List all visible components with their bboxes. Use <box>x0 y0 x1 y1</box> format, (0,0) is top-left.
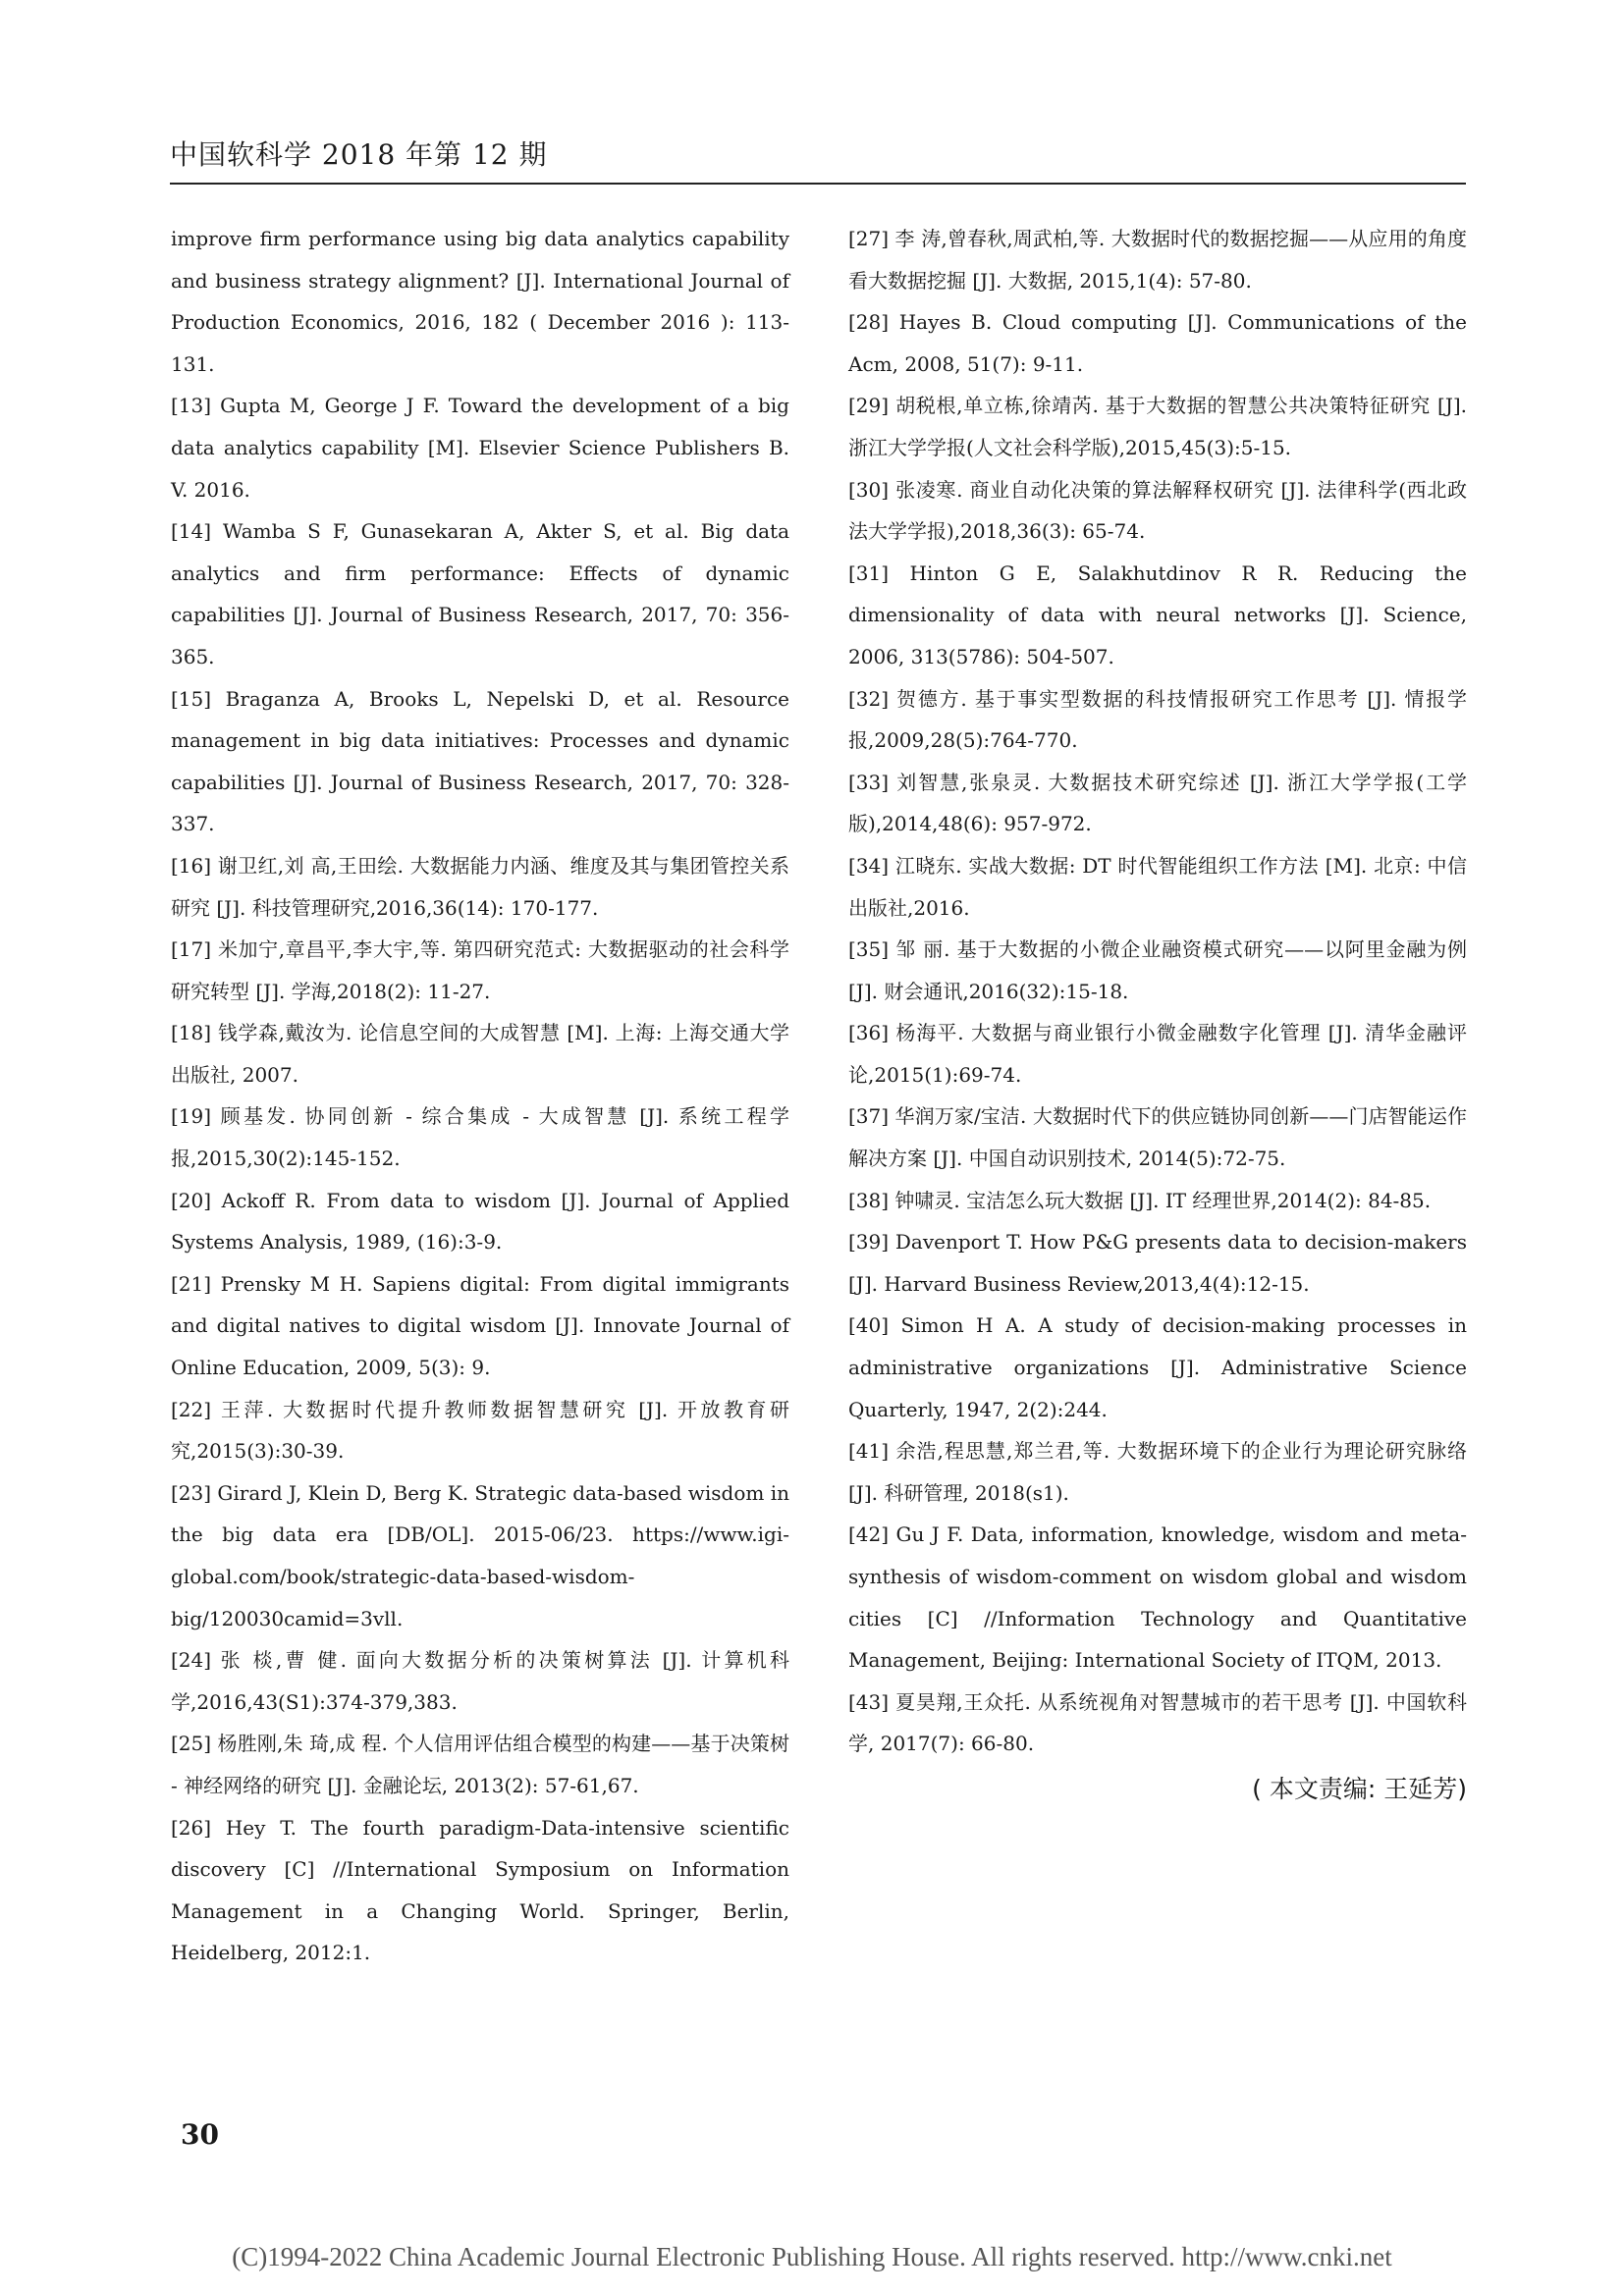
reference-item: [35] 邹 丽. 基于大数据的小微企业融资模式研究——以阿里金融为例 [J]. 财会通讯,2016(32):15-18. <box>848 937 1467 1003</box>
reference-item: [15] Braganza A, Brooks L, Nepelski D, et al. Resource management in big data initiatives: Processes and dynamic capabilities [J]. Journal of Business Research, 2017, 70: 328-337. <box>171 686 789 836</box>
reference-item: [17] 米加宁,章昌平,李大宇,等. 第四研究范式: 大数据驱动的社会科学研究转型 [J]. 学海,2018(2): 11-27. <box>171 937 789 1003</box>
journal-header: 中国软科学 2018 年第 12 期 <box>170 138 548 171</box>
reference-item: [29] 胡税根,单立栋,徐靖芮. 基于大数据的智慧公共决策特征研究 [J]. 浙江大学学报(人文社会科学版),2015,45(3):5-15. <box>848 394 1467 459</box>
reference-item: [18] 钱学森,戴汝为. 论信息空间的大成智慧 [M]. 上海: 上海交通大学出版社, 2007. <box>171 1021 789 1087</box>
reference-item: [43] 夏昊翔,王众托. 从系统视角对智慧城市的若干思考 [J]. 中国软科学, 2017(7): 66-80. <box>848 1689 1467 1756</box>
reference-item: improve firm performance using big data analytics capability and business strategy alignment? [J]. International Journal of Production Economics, 2016, 182 ( December 2016 ): 113-131. <box>171 227 789 376</box>
reference-item: [20] Ackoff R. From data to wisdom [J]. Journal of Applied Systems Analysis, 1989, (16):3-9. <box>171 1188 789 1255</box>
reference-item: [26] Hey T. The fourth paradigm-Data-intensive scientific discovery [C] //International Symposium on Information Management in a Changing World. Springer, Berlin, Heidelberg, 2012:1. <box>171 1815 789 1965</box>
reference-item: [39] Davenport T. How P&G presents data to decision-makers [J]. Harvard Business Review,2013,4(4):12-15. <box>848 1230 1467 1296</box>
reference-item: [21] Prensky M H. Sapiens digital: From digital immigrants and digital natives to digital wisdom [J]. Innovate Journal of Online Education, 2009, 5(3): 9. <box>171 1271 789 1380</box>
reference-item: [31] Hinton G E, Salakhutdinov R R. Reducing the dimensionality of data with neural networks [J]. Science, 2006, 313(5786): 504-507. <box>848 561 1467 668</box>
reference-item: [37] 华润万家/宝洁. 大数据时代下的供应链协同创新——门店智能运作解决方案 [J]. 中国自动识别技术, 2014(5):72-75. <box>848 1104 1467 1171</box>
reference-item: [33] 刘智慧,张泉灵. 大数据技术研究综述 [J]. 浙江大学学报(工学版),2014,48(6): 957-972. <box>848 770 1467 836</box>
reference-item: [34] 江晓东. 实战大数据: DT 时代智能组织工作方法 [M]. 北京: 中信出版社,2016. <box>848 853 1467 920</box>
reference-item: [36] 杨海平. 大数据与商业银行小微金融数字化管理 [J]. 清华金融评论,2015(1):69-74. <box>848 1021 1467 1087</box>
reference-item: [13] Gupta M, George J F. Toward the development of a big data analytics capability [M]. Elsevier Science Publishers B. V. 2016. <box>171 394 789 502</box>
copyright-footer: (C)1994-2022 China Academic Journal Electronic Publishing House. All rights reserved. http://www.cnki.net <box>232 2242 1392 2271</box>
reference-item: [19] 顾基发. 协同创新 - 综合集成 - 大成智慧 [J]. 系统工程学报,2015,30(2):145-152. <box>171 1104 789 1171</box>
left-reference-column <box>171 218 789 1974</box>
reference-item: [32] 贺德方. 基于事实型数据的科技情报研究工作思考 [J]. 情报学报,2009,28(5):764-770. <box>848 686 1467 753</box>
reference-item: [22] 王萍. 大数据时代提升教师数据智慧研究 [J]. 开放教育研究,2015(3):30-39. <box>171 1397 789 1464</box>
reference-item: [30] 张凌寒. 商业自动化决策的算法解释权研究 [J]. 法律科学(西北政法大学学报),2018,36(3): 65-74. <box>848 477 1467 544</box>
reference-item: [25] 杨胜刚,朱 琦,成 程. 个人信用评估组合模型的构建——基于决策树 - 神经网络的研究 [J]. 金融论坛, 2013(2): 57-61,67. <box>171 1732 789 1797</box>
page-number: 30 <box>181 2118 219 2151</box>
reference-item: [41] 余浩,程思慧,郑兰君,等. 大数据环境下的企业行为理论研究脉络 [J]. 科研管理, 2018(s1). <box>848 1439 1467 1505</box>
reference-item: [16] 谢卫红,刘 高,王田绘. 大数据能力内涵、维度及其与集团管控关系研究 [J]. 科技管理研究,2016,36(14): 170-177. <box>171 853 789 920</box>
reference-item: [40] Simon H A. A study of decision-making processes in administrative organizations [J]. Administrative Science Quarterly, 1947, 2(2):244. <box>848 1313 1467 1421</box>
reference-item: [24] 张 棪,曹 健. 面向大数据分析的决策树算法 [J]. 计算机科学,2016,43(S1):374-379,383. <box>171 1648 789 1714</box>
reference-item: [28] Hayes B. Cloud computing [J]. Communications of the Acm, 2008, 51(7): 9-11. <box>848 310 1467 376</box>
right-reference-column <box>848 218 1467 1836</box>
reference-item: [23] Girard J, Klein D, Berg K. Strategic data-based wisdom in the big data era [DB/OL]. 2015-06/23. https://www.igi-global.com/book/strategic-data-based-wisdom-big/120030camid=3vll. <box>171 1480 789 1630</box>
header-rule <box>170 183 1466 185</box>
reference-item: [14] Wamba S F, Gunasekaran A, Akter S, et al. Big data analytics and firm performance: Effects of dynamic capabilities [J]. Journal of Business Research, 2017, 70: 356-365. <box>171 519 789 668</box>
reference-item: [27] 李 涛,曾春秋,周武柏,等. 大数据时代的数据挖掘——从应用的角度看大数据挖掘 [J]. 大数据, 2015,1(4): 57-80. <box>848 227 1467 293</box>
reference-item: [38] 钟啸灵. 宝洁怎么玩大数据 [J]. IT 经理世界,2014(2): 84-85. <box>848 1188 1432 1212</box>
editor-note: ( 本文责编: 王延芳) <box>1252 1774 1467 1803</box>
reference-item: [42] Gu J F. Data, information, knowledge, wisdom and meta-synthesis of wisdom-comment on wisdom global and wisdom cities [C] //Information Technology and Quantitative Management, Beijing: International Society of ITQM, 2013. <box>848 1522 1467 1673</box>
